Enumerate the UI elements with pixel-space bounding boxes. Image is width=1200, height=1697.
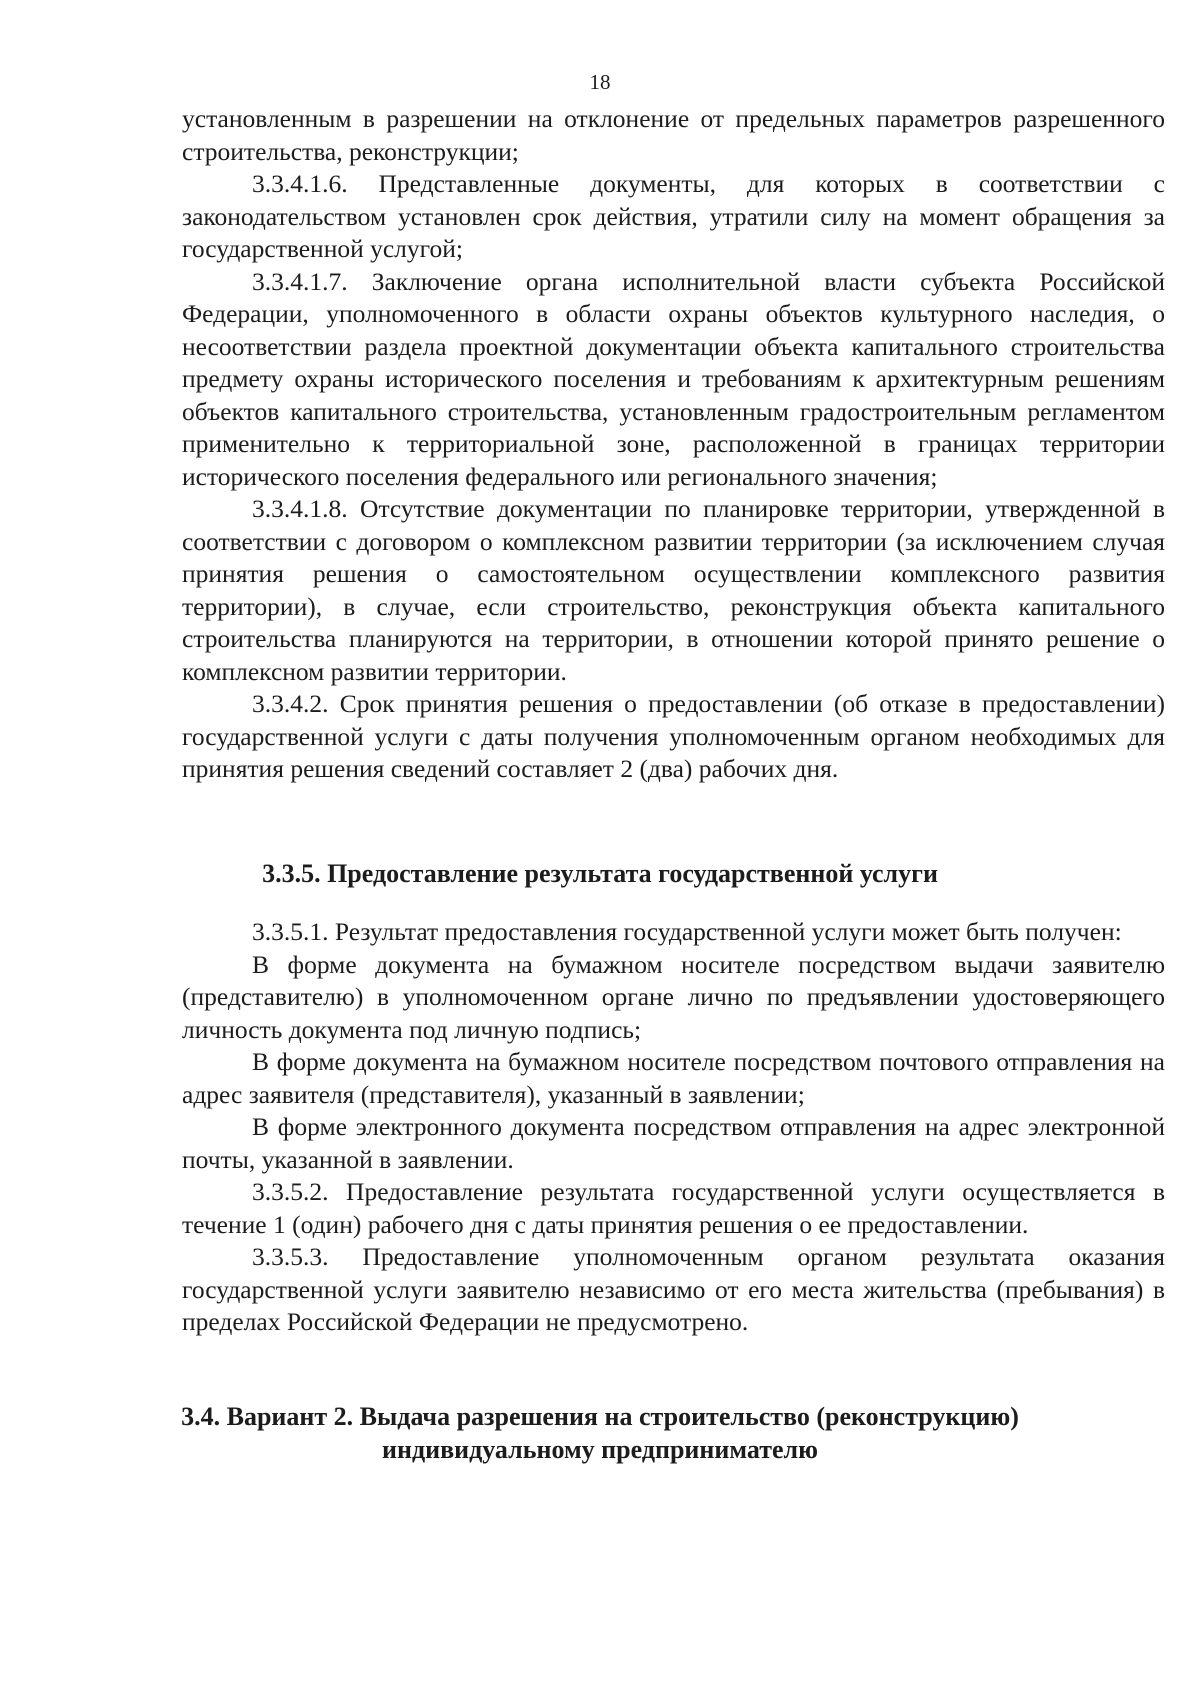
- paragraph: В форме электронного документа посредством отправления на адрес электронной почты, указанной в заявлении.: [182, 1112, 1165, 1174]
- page-number: 18: [589, 70, 611, 94]
- paragraph: 3.3.5.1. Результат предоставления государственной услуги может быть получен:: [252, 917, 1122, 946]
- section-heading-line-2: индивидуальному предпринимателю: [382, 1435, 818, 1464]
- paragraph: 3.3.4.2. Срок принятия решения о предоставлении (об отказе в предоставлении) государственной услуги с даты получения уполномоченным органом необходимых для принятия решения сведений составляет 2 (два) рабочих дня.: [182, 689, 1165, 783]
- text-block-1: [182, 103, 1165, 786]
- paragraph: 3.3.5.3. Предоставление уполномоченным органом результата оказания государственной услуги заявителю независимо от его места жительства (пребывания) в пределах Российской Федерации не предусмотрено.: [182, 1242, 1165, 1336]
- paragraph: 3.3.4.1.8. Отсутствие документации по планировке территории, утвержденной в соответствии с договором о комплексном развитии территории (за исключением случая принятия решения о самостоятельном осуществлении комплексного развития территории), в случае, если строительство, реконструкция объекта капитального строительства планируются на территории, в отношении которой принято решение о комплексном развитии территории.: [182, 494, 1165, 686]
- paragraph: 3.3.5.2. Предоставление результата государственной услуги осуществляется в течение 1 (один) рабочего дня с даты принятия решения о ее предоставлении.: [182, 1177, 1165, 1239]
- paragraph: В форме документа на бумажном носителе посредством выдачи заявителю (представителю) в уполномоченном органе лично по предъявлении удостоверяющего личность документа под личную подпись;: [182, 949, 1165, 1044]
- section-heading-line-1: 3.4. Вариант 2. Выдача разрешения на строительство (реконструкцию): [181, 1402, 1019, 1431]
- text-block-2: [182, 916, 1165, 1339]
- paragraph: 3.3.4.1.6. Представленные документы, для которых в соответствии с законодательством установлен срок действия, утратили силу на момент обращения за государственной услугой;: [182, 169, 1165, 263]
- section-heading: 3.3.5. Предоставление результата государственной услуги: [262, 859, 938, 888]
- paragraph: установленным в разрешении на отклонение от предельных параметров разрешенного строительства, реконструкции;: [182, 104, 1165, 166]
- paragraph: В форме документа на бумажном носителе посредством почтового отправления на адрес заявителя (представителя), указанный в заявлении;: [182, 1047, 1165, 1109]
- paragraph: 3.3.4.1.7. Заключение органа исполнительной власти субъекта Российской Федерации, уполномоченного в области охраны объектов культурного наследия, о несоответствии раздела проектной документации объекта капитального строительства предмету охраны исторического поселения и требованиям к архитектурным решениям объектов капитального строительства, установленным градостроительным регламентом применительно к территориальной зоне, расположенной в границах территории исторического поселения федерального или регионального значения;: [182, 266, 1165, 491]
